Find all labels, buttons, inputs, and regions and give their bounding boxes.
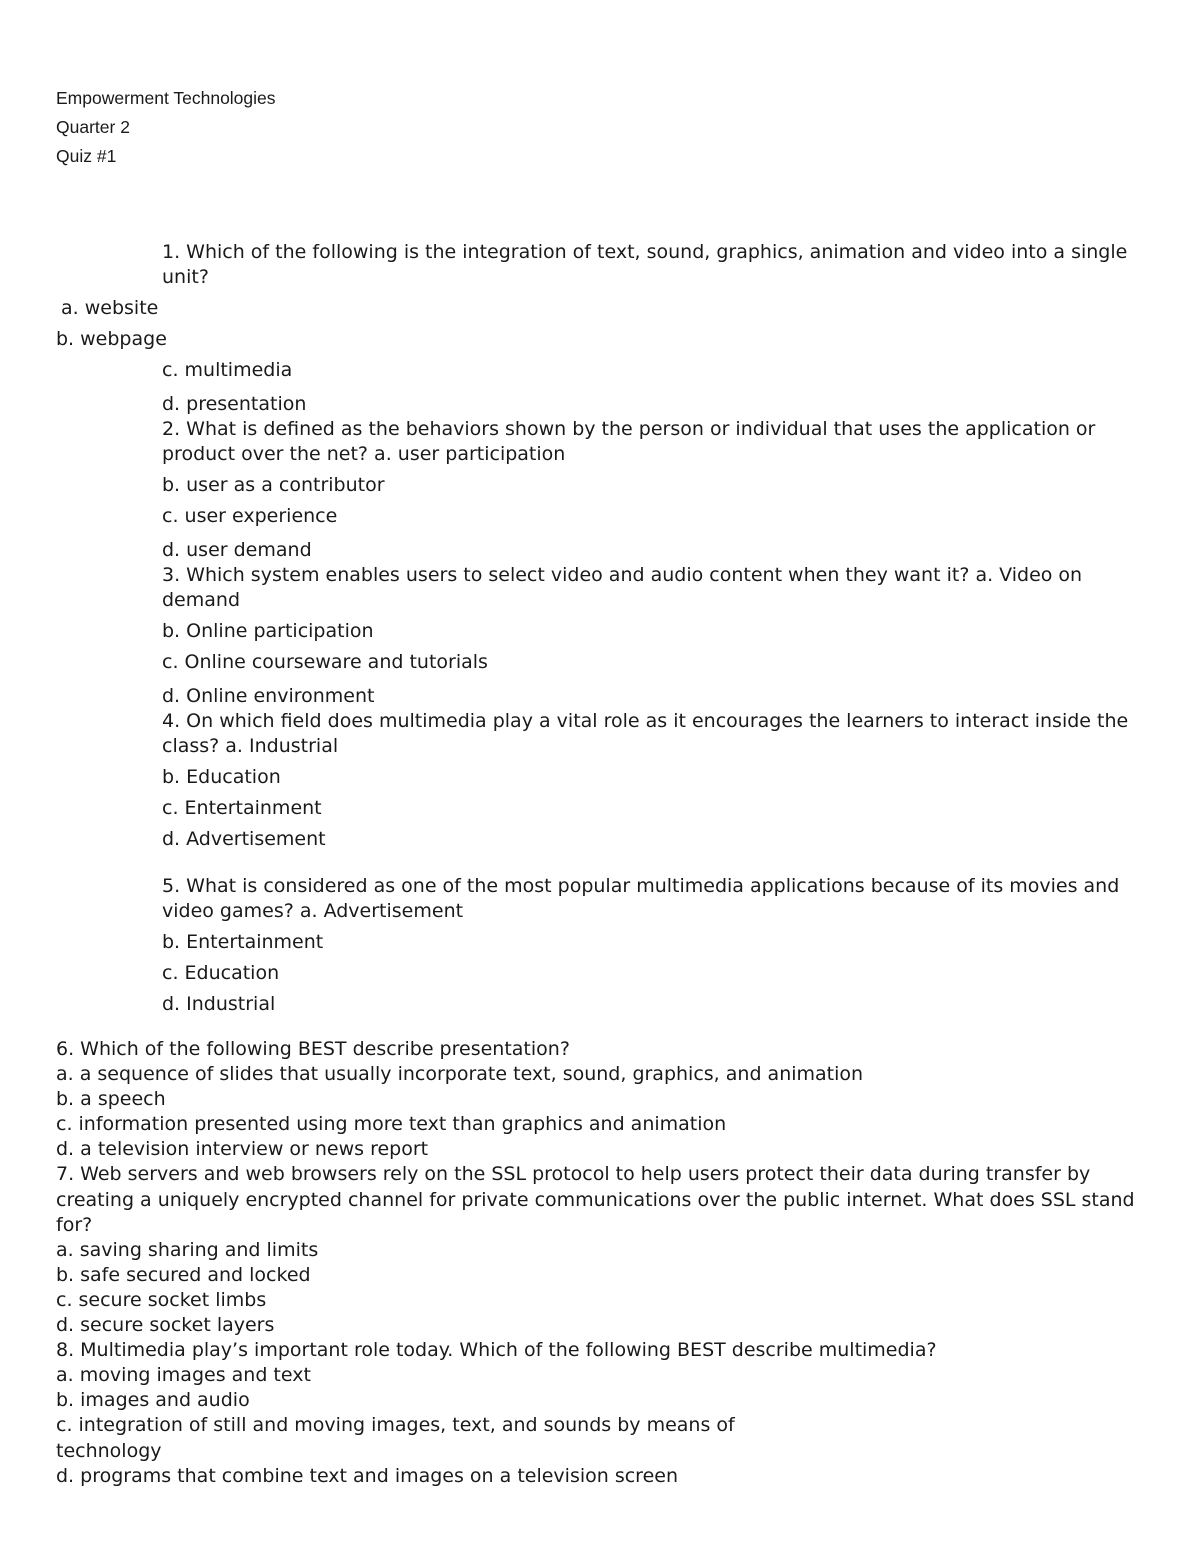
question-6-option-b: b. a speech [56, 1088, 166, 1111]
question-1-option-a: a. website [61, 297, 159, 319]
question-3-option-b: b. Online participation [162, 620, 374, 642]
question-8: 8. Multimedia play’s important role today. Which of the following BEST describe multimedia? [56, 1339, 937, 1362]
question-5-option-c: c. Education [162, 962, 280, 984]
quarter-label: Quarter 2 [56, 117, 130, 137]
question-6-option-c: c. information presented using more text than graphics and animation [56, 1113, 727, 1136]
question-4-option-b: b. Education [162, 766, 281, 788]
question-8-option-a: a. moving images and text [56, 1364, 311, 1387]
question-1-option-c: c. multimedia [162, 359, 293, 381]
document-header [56, 84, 276, 171]
quiz-label: Quiz #1 [56, 146, 117, 166]
question-7-option-d: d. secure socket layers [56, 1314, 275, 1337]
questions-1-to-5 [56, 240, 1146, 1020]
question-3: 3. Which system enables users to select video and audio content when they want it? a. Video on demand [162, 564, 1083, 611]
question-7-option-a: a. saving sharing and limits [56, 1238, 319, 1261]
question-5-option-b: b. Entertainment [162, 931, 324, 953]
question-1-option-d: d. presentation [162, 393, 307, 415]
question-6-option-d: d. a television interview or news report [56, 1138, 429, 1161]
question-8-option-b: b. images and audio [56, 1389, 250, 1412]
question-6-option-a: a. a sequence of slides that usually incorporate text, sound, graphics, and animation [56, 1063, 864, 1086]
question-7: 7. Web servers and web browsers rely on the SSL protocol to help users protect their data during transfer by creating a uniquely encrypted channel for private communications over the public internet. What does SSL stand for? [56, 1163, 1135, 1236]
question-8-option-d: d. programs that combine text and images on a television screen [56, 1464, 678, 1487]
question-5: 5. What is considered as one of the most popular multimedia applications because of its movies and video games? a. Advertisement [162, 875, 1120, 922]
question-2: 2. What is defined as the behaviors shown by the person or individual that uses the application or product over the net? a. user participation [162, 418, 1096, 465]
question-4: 4. On which field does multimedia play a vital role as it encourages the learners to interact inside the class? a. Industrial [162, 710, 1129, 757]
questions-6-to-8 [56, 1037, 1156, 1489]
question-1: 1. Which of the following is the integration of text, sound, graphics, animation and video into a single unit? [162, 241, 1128, 288]
question-2-option-b: b. user as a contributor [162, 474, 385, 496]
subject-title: Empowerment Technologies [56, 88, 276, 108]
question-2-option-d: d. user demand [162, 539, 312, 561]
question-7-option-b: b. safe secured and locked [56, 1263, 311, 1286]
question-3-option-d: d. Online environment [162, 685, 375, 707]
question-8-option-c: c. integration of still and moving images, text, and sounds by means of [56, 1414, 735, 1437]
question-4-option-c: c. Entertainment [162, 797, 322, 819]
question-5-option-d: d. Industrial [162, 993, 276, 1015]
question-7-option-c: c. secure socket limbs [56, 1288, 267, 1311]
question-2-option-c: c. user experience [162, 505, 338, 527]
question-3-option-c: c. Online courseware and tutorials [162, 651, 488, 673]
question-4-option-d: d. Advertisement [162, 828, 326, 850]
question-1-option-b: b. webpage [56, 328, 167, 350]
question-8-option-c-continued: technology [56, 1439, 162, 1462]
question-6: 6. Which of the following BEST describe presentation? [56, 1038, 570, 1060]
